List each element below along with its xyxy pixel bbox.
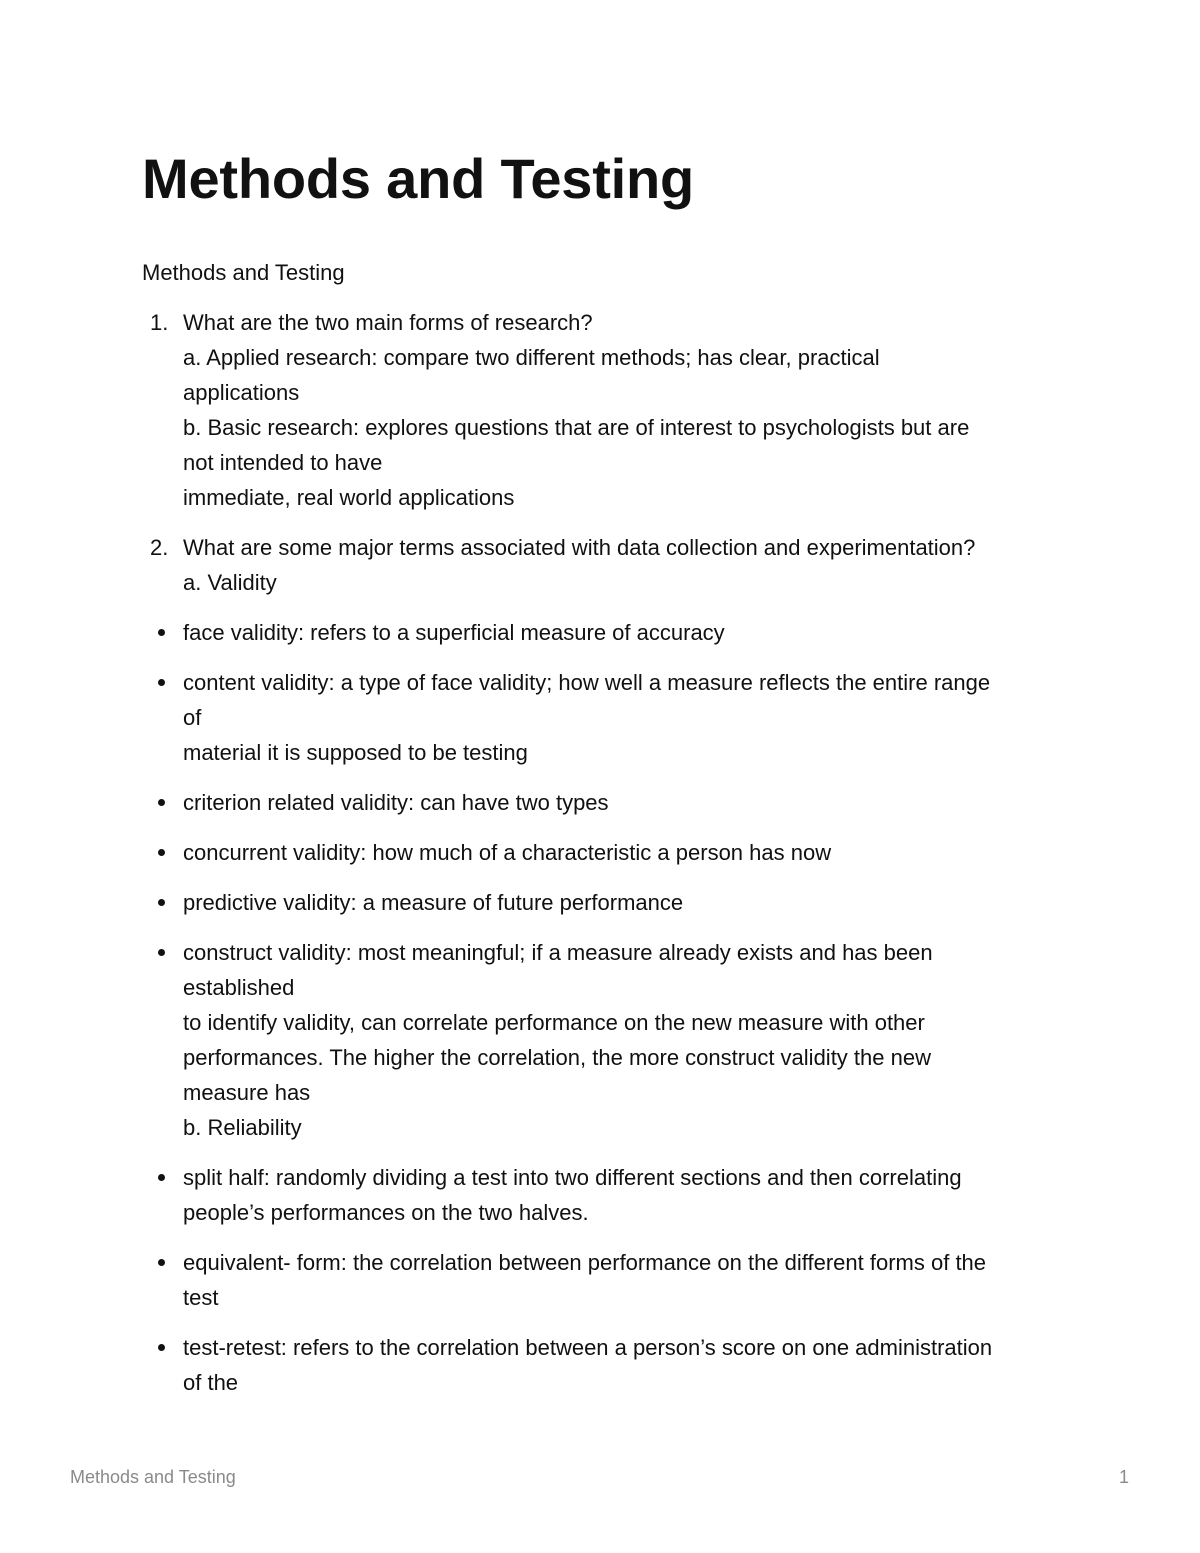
bullet-dot-icon bbox=[158, 1344, 165, 1351]
bullet-dot-icon bbox=[158, 679, 165, 686]
question-item bbox=[142, 305, 1062, 515]
bullet-line: of the bbox=[183, 1370, 239, 1395]
document-body bbox=[142, 255, 1062, 1415]
bullet-line: predictive validity: a measure of future performance bbox=[183, 890, 684, 915]
page-title: Methods and Testing bbox=[142, 147, 695, 210]
question-line: a. Applied research: compare two different methods; has clear, practical bbox=[183, 345, 880, 370]
bullet-item bbox=[142, 785, 1062, 820]
question-line: not intended to have bbox=[183, 450, 383, 475]
bullet-line: split half: randomly dividing a test into two different sections and then correlating bbox=[183, 1165, 962, 1190]
footer-title: Methods and Testing bbox=[70, 1467, 236, 1487]
bullet-list bbox=[142, 615, 1062, 1400]
bullet-dot-icon bbox=[158, 629, 165, 636]
bullet-line: concurrent validity: how much of a characteristic a person has now bbox=[183, 840, 832, 865]
bullet-line: test bbox=[183, 1285, 219, 1310]
bullet-item bbox=[142, 1245, 1062, 1315]
question-line: b. Basic research: explores questions that are of interest to psychologists but are bbox=[183, 415, 970, 440]
bullet-dot-icon bbox=[158, 1174, 165, 1181]
bullet-line: performances. The higher the correlation, the more construct validity the new bbox=[183, 1045, 931, 1070]
bullet-line: content validity: a type of face validity; how well a measure reflects the entire range bbox=[183, 670, 991, 695]
bullet-line: test-retest: refers to the correlation between a person’s score on one administration bbox=[183, 1335, 993, 1360]
bullet-item bbox=[142, 615, 1062, 650]
bullet-line: b. Reliability bbox=[183, 1115, 302, 1140]
bullet-dot-icon bbox=[158, 1259, 165, 1266]
question-list bbox=[142, 305, 1062, 600]
question-line: What are the two main forms of research? bbox=[183, 310, 593, 335]
bullet-dot-icon bbox=[158, 949, 165, 956]
question-line: a. Validity bbox=[183, 570, 277, 595]
question-number: 1. bbox=[150, 310, 169, 335]
page-number: 1 bbox=[1118, 1467, 1129, 1487]
bullet-line: criterion related validity: can have two types bbox=[183, 790, 609, 815]
bullet-item bbox=[142, 1330, 1062, 1400]
document-subtitle: Methods and Testing bbox=[142, 260, 345, 285]
bullet-line: measure has bbox=[183, 1080, 311, 1105]
bullet-line: to identify validity, can correlate performance on the new measure with other bbox=[183, 1010, 925, 1035]
bullet-line: material it is supposed to be testing bbox=[183, 740, 528, 765]
question-item bbox=[142, 530, 1062, 600]
bullet-item bbox=[142, 835, 1062, 870]
bullet-line: people’s performances on the two halves. bbox=[183, 1200, 589, 1225]
bullet-dot-icon bbox=[158, 799, 165, 806]
question-line: What are some major terms associated with data collection and experimentation? bbox=[183, 535, 976, 560]
bullet-line: of bbox=[183, 705, 202, 730]
question-number: 2. bbox=[150, 535, 169, 560]
bullet-item bbox=[142, 1160, 1062, 1230]
bullet-dot-icon bbox=[158, 849, 165, 856]
question-line: applications bbox=[183, 380, 300, 405]
bullet-line: face validity: refers to a superficial measure of accuracy bbox=[183, 620, 725, 645]
question-line: immediate, real world applications bbox=[183, 485, 515, 510]
bullet-item bbox=[142, 935, 1062, 1145]
bullet-item bbox=[142, 885, 1062, 920]
bullet-dot-icon bbox=[158, 899, 165, 906]
bullet-line: equivalent- form: the correlation between performance on the different forms of the bbox=[183, 1250, 987, 1275]
bullet-line: established bbox=[183, 975, 295, 1000]
bullet-line: construct validity: most meaningful; if a measure already exists and has been bbox=[183, 940, 933, 965]
bullet-item bbox=[142, 665, 1062, 770]
